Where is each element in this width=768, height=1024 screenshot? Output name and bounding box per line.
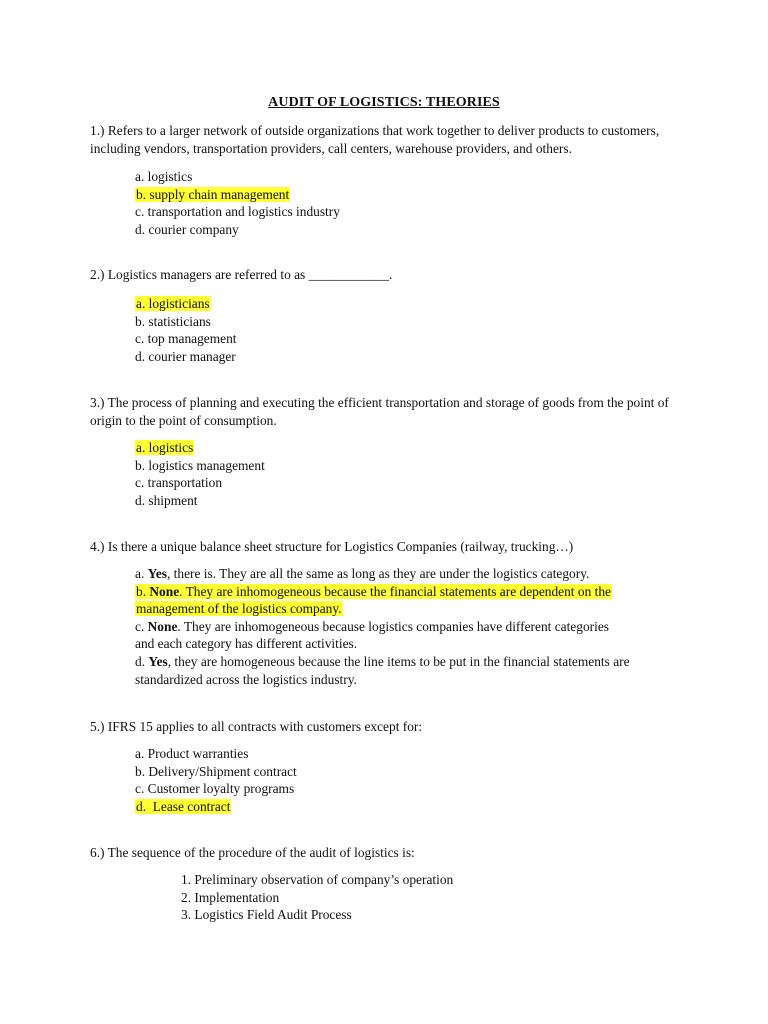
question-4-options: [135, 565, 630, 688]
option-3c: c. transportation: [135, 475, 223, 491]
option-4d: d. Yes, they are homogeneous because the line items to be put in the financial statements are standardized across the logistics industry.: [135, 653, 630, 687]
option-4b: [135, 583, 630, 618]
question-2-text: 2.) Logistics managers are referred to as ____________.: [90, 267, 393, 282]
question-6-text: 6.) The sequence of the procedure of the audit of logistics is:: [90, 845, 415, 860]
option-2c: c. top management: [135, 331, 237, 347]
option-1b: [135, 186, 645, 204]
highlighted-answer: d. Lease contract: [136, 798, 231, 814]
question-6-steps: [181, 871, 581, 924]
question-4-text: 4.) Is there a unique balance sheet structure for Logistics Companies (railway, trucking…): [90, 539, 574, 554]
option-1d: d. courier company: [135, 221, 239, 237]
highlighted-answer: a. logistics: [136, 440, 194, 455]
highlighted-answer: b. None. They are inhomogeneous because the financial statements are dependent on the management of the logistics company.: [136, 583, 611, 617]
option-2d: d. courier manager: [135, 348, 236, 364]
question-2-options: [135, 295, 645, 365]
highlighted-answer: b. supply chain management: [136, 186, 290, 202]
option-5b: b. Delivery/Shipment contract: [135, 763, 297, 779]
step-3: 3. Logistics Field Audit Process: [181, 907, 352, 923]
option-5d: [135, 798, 645, 816]
question-1-options: [135, 168, 645, 238]
step-2: 2. Implementation: [181, 889, 280, 905]
option-1a: a. logistics: [135, 169, 193, 184]
option-5c: c. Customer loyalty programs: [135, 781, 295, 797]
question-1-text: 1.) Refers to a larger network of outside organizations that work together to deliver products to customers, including vendors, transportation providers, call centers, warehouse providers, and others.: [90, 123, 660, 156]
option-4c: c. None. They are inhomogeneous because logistics companies have different categories and each category has different activities.: [135, 618, 609, 652]
question-5-options: [135, 745, 645, 815]
step-1: 1. Preliminary observation of company’s operation: [181, 872, 454, 887]
option-2a: [135, 295, 645, 313]
question-3-text: 3.) The process of planning and executing the efficient transportation and storage of goods from the point of origin to the point of consumption.: [90, 395, 669, 428]
page-title: AUDIT OF LOGISTICS: THEORIES: [268, 95, 500, 110]
option-2b: b. statisticians: [135, 313, 211, 329]
option-4a: a. Yes, there is. They are all the same as long as they are under the logistics category.: [135, 566, 590, 581]
question-3-options: [135, 439, 645, 509]
option-5a: a. Product warranties: [135, 746, 249, 761]
option-3a: [135, 439, 645, 457]
option-1c: c. transportation and logistics industry: [135, 204, 340, 220]
option-3d: d. shipment: [135, 492, 198, 508]
question-5-text: 5.) IFRS 15 applies to all contracts with customers except for:: [90, 719, 423, 734]
option-3b: b. logistics management: [135, 457, 265, 473]
highlighted-answer: a. logisticians: [136, 296, 210, 311]
